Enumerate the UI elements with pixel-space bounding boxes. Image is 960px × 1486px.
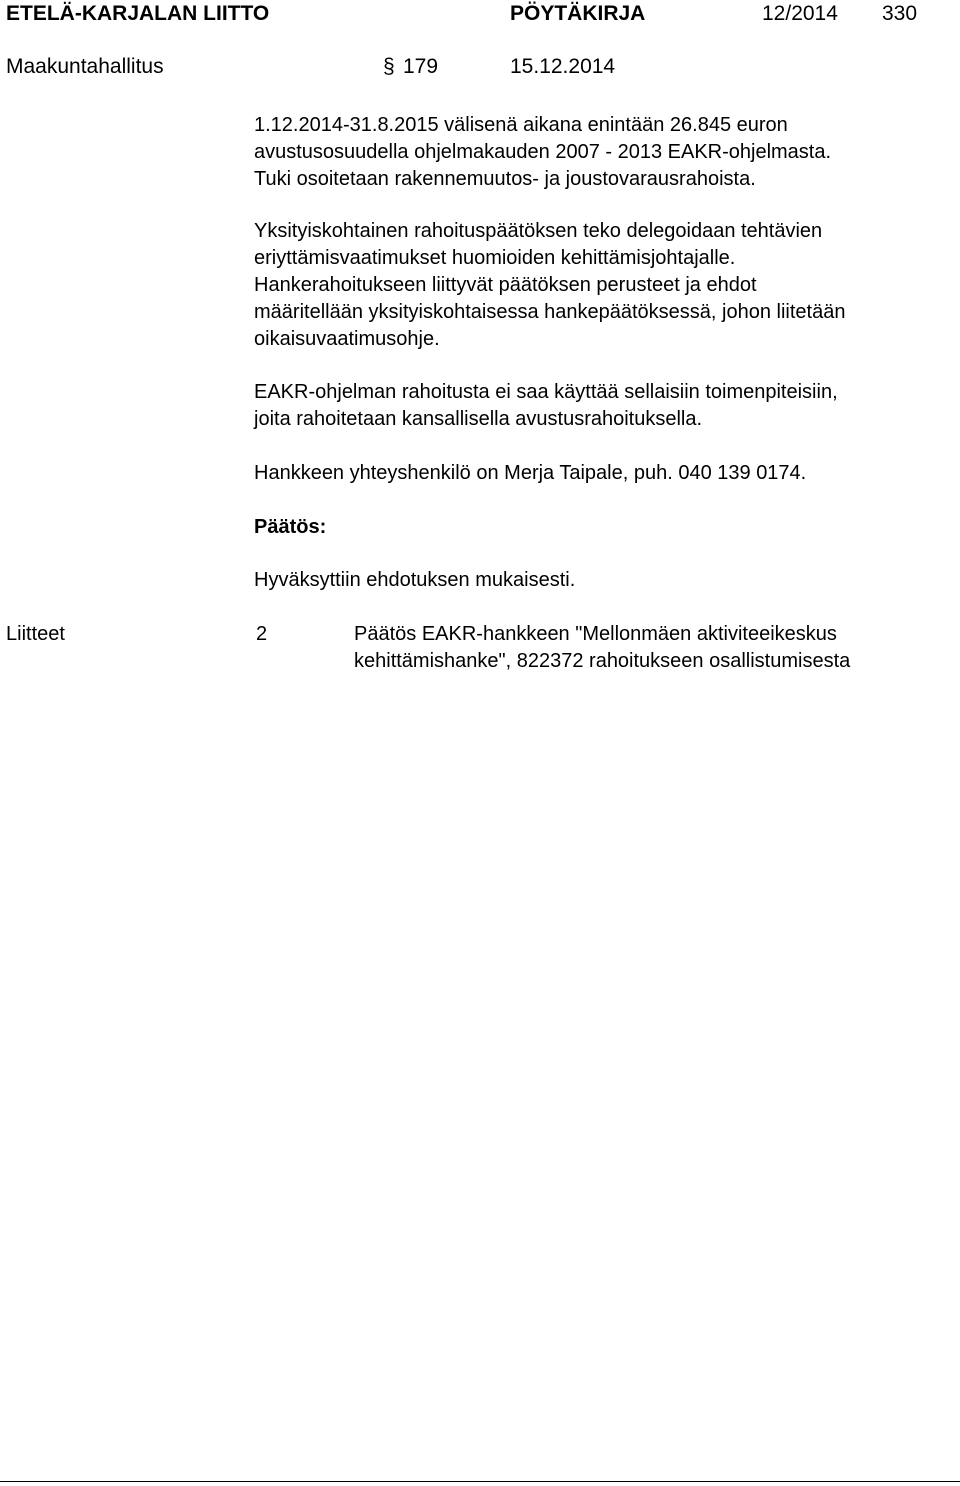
section-symbol: § bbox=[383, 55, 395, 78]
text-line: kehittämishanke", 822372 rahoitukseen osallistumisesta bbox=[354, 650, 851, 672]
paragraph-funding bbox=[254, 112, 944, 193]
text-line: Hankerahoitukseen liittyvät päätöksen perusteet ja ehdot bbox=[254, 274, 757, 296]
text-line: EAKR-ohjelman rahoitusta ei saa käyttää sellaisiin toimenpiteisiin, bbox=[254, 381, 838, 403]
text-line: oikaisuvaatimusohje. bbox=[254, 328, 440, 350]
decision-heading bbox=[254, 514, 944, 541]
text-line: Hyväksyttiin ehdotuksen mukaisesti. bbox=[254, 569, 576, 591]
section-number: 179 bbox=[403, 55, 439, 78]
document-type: PÖYTÄKIRJA bbox=[510, 2, 646, 25]
attachments-label: Liitteet bbox=[6, 623, 65, 645]
paragraph-conditions bbox=[254, 272, 944, 353]
text-line: Tuki osoitetaan rakennemuutos- ja joustovarausrahoista. bbox=[254, 168, 756, 190]
paragraph-restrictions bbox=[254, 379, 944, 433]
text-line: avustusosuudella ohjelmakauden 2007 - 2013 EAKR-ohjelmasta. bbox=[254, 141, 832, 163]
text-line: 1.12.2014-31.8.2015 välisenä aikana enintään 26.845 euron bbox=[254, 114, 788, 136]
text-line: Päätös: bbox=[254, 516, 327, 538]
paragraph-delegation bbox=[254, 218, 944, 272]
text-line: eriyttämisvaatimukset huomioiden kehittämisjohtajalle. bbox=[254, 247, 736, 269]
document-number: 12/2014 bbox=[762, 2, 838, 25]
text-line: Päätös EAKR-hankkeen "Mellonmäen aktiviteeikeskus bbox=[354, 623, 837, 645]
text-line: joita rahoitetaan kansallisella avustusrahoituksella. bbox=[254, 408, 703, 430]
attachment-number: 2 bbox=[256, 623, 268, 645]
body-name: Maakuntahallitus bbox=[6, 55, 164, 78]
attachment-title bbox=[354, 621, 850, 675]
contact-person bbox=[254, 460, 944, 487]
text-line: Hankkeen yhteyshenkilö on Merja Taipale, puh. 040 139 0174. bbox=[254, 462, 807, 484]
decision-text bbox=[254, 567, 944, 594]
text-line: määritellään yksityiskohtaisessa hankepäätöksessä, johon liitetään bbox=[254, 301, 846, 323]
footer-divider bbox=[0, 1481, 960, 1482]
page-number: 330 bbox=[882, 2, 918, 25]
meeting-date: 15.12.2014 bbox=[510, 55, 616, 78]
organization-name: ETELÄ-KARJALAN LIITTO bbox=[6, 2, 270, 25]
text-line: Yksityiskohtainen rahoituspäätöksen teko delegoidaan tehtävien bbox=[254, 220, 823, 242]
